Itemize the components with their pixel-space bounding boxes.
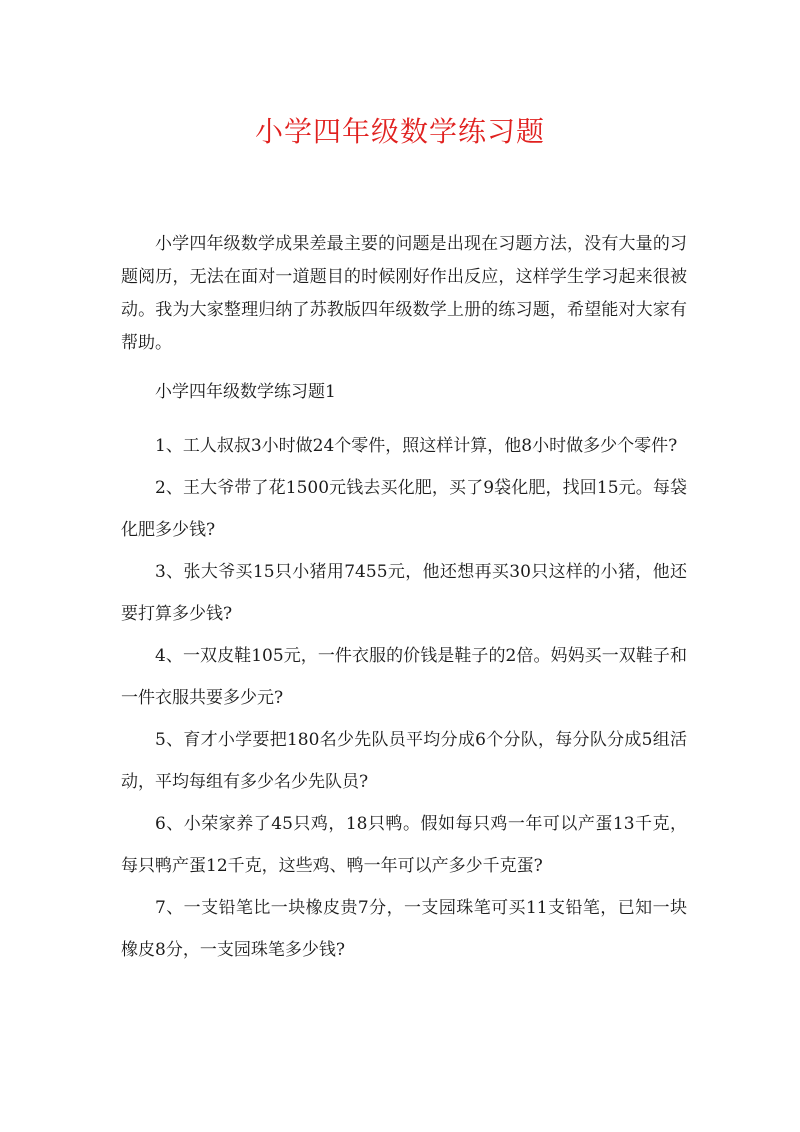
- document-title: 小学四年级数学练习题: [254, 115, 545, 148]
- document-body: [121, 228, 687, 971]
- question-item: 1、工人叔叔3小时做24个零件，照这样计算，他8小时做多少个零件?: [155, 436, 678, 456]
- question-item: 7、一支铅笔比一块橡皮贵7分，一支园珠笔可买11支铅笔，已知一块橡皮8分，一支园珠笔多少钱?: [121, 898, 687, 960]
- intro-paragraph: 小学四年级数学成果差最主要的问题是出现在习题方法，没有大量的习题阅历，无法在面对一道题目的时候刚好作出反应，这样学生学习起来很被动。我为大家整理归纳了苏教版四年级数学上册的练习题，希望能对大家有帮助。: [121, 234, 687, 353]
- question-item: 2、王大爷带了花1500元钱去买化肥，买了9袋化肥，找回15元。每袋化肥多少钱?: [121, 478, 687, 540]
- question-item: 4、一双皮鞋105元，一件衣服的价钱是鞋子的2倍。妈妈买一双鞋子和一件衣服共要多少元?: [121, 646, 687, 708]
- section-heading: 小学四年级数学练习题1: [155, 382, 336, 402]
- question-item: 5、育才小学要把180名少先队员平均分成6个分队，每分队分成5组活动，平均每组有多少名少先队员?: [121, 730, 687, 792]
- question-item: 6、小荣家养了45只鸡，18只鸭。假如每只鸡一年可以产蛋13千克，每只鸭产蛋12千克，这些鸡、鸭一年可以产多少千克蛋?: [121, 814, 687, 876]
- question-item: 3、张大爷买15只小猪用7455元，他还想再买30只这样的小猪，他还要打算多少钱?: [121, 562, 687, 624]
